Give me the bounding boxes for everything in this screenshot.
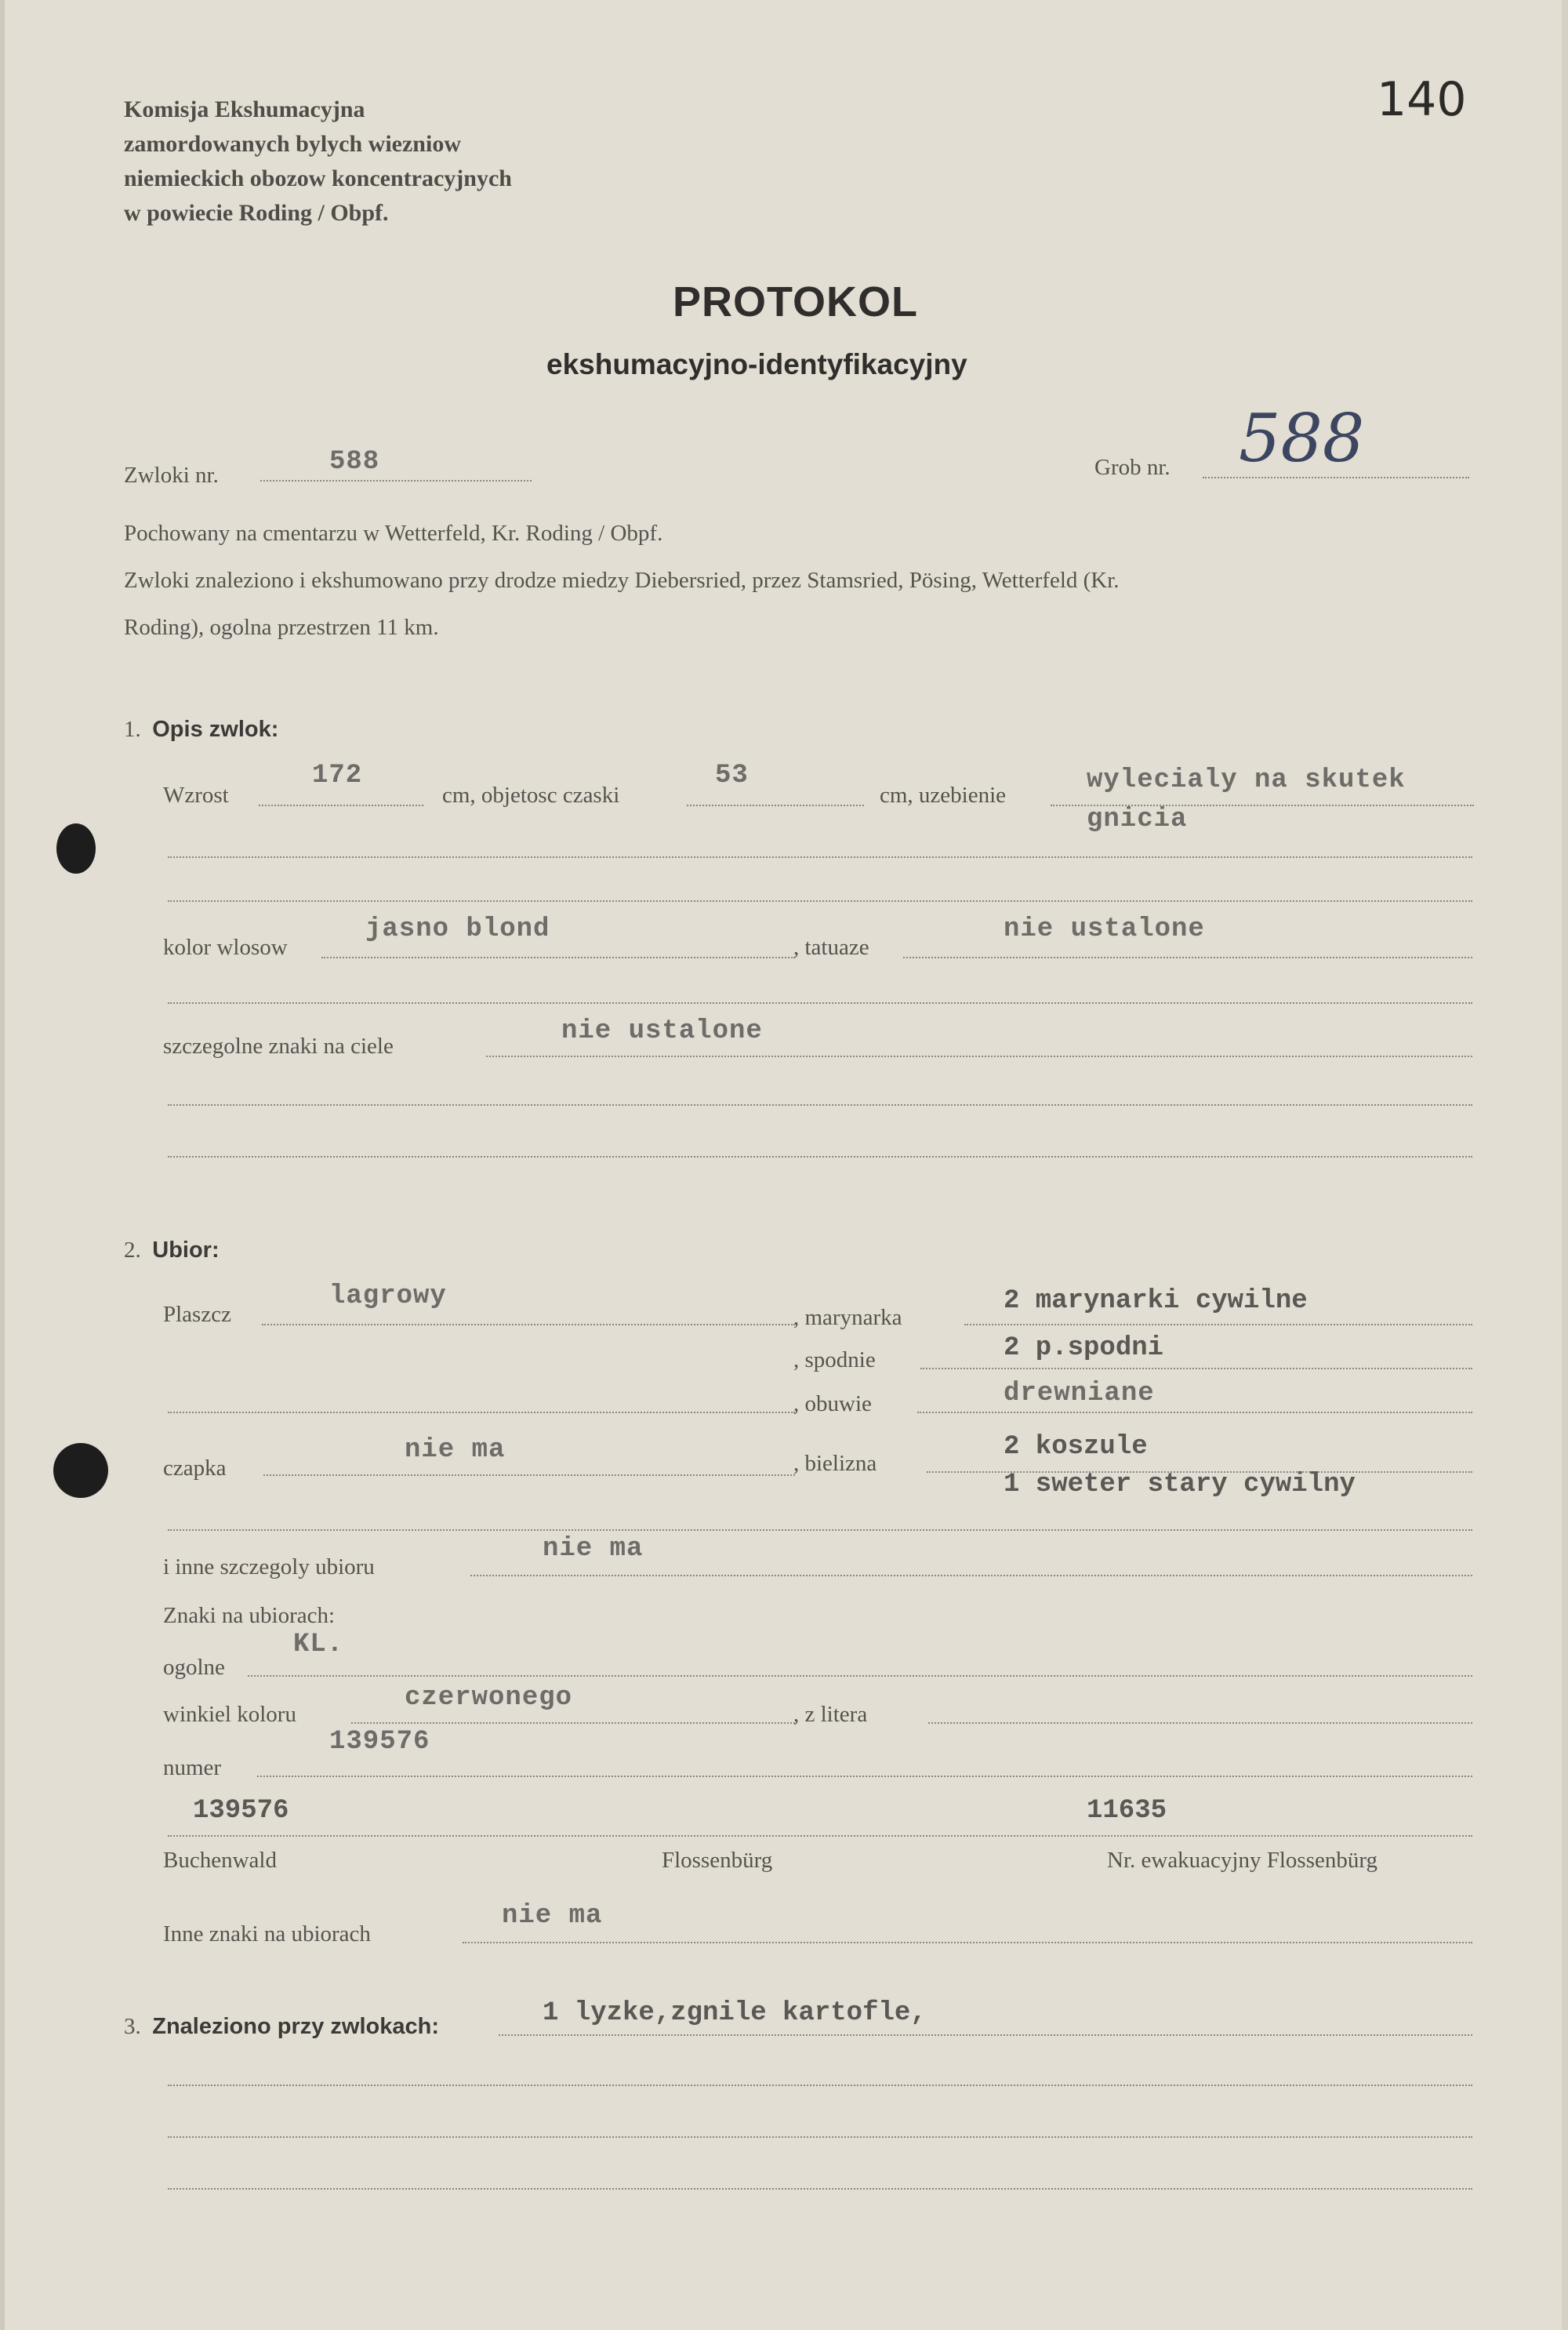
section-3-value: 1 lyzke,zgnile kartofle,	[543, 1998, 927, 2028]
section-1-blank-line-5	[168, 1156, 1472, 1158]
bielizna-value-2: 1 sweter stary cywilny	[1004, 1470, 1356, 1499]
czapka-label: czapka	[163, 1456, 227, 1481]
section-3-heading	[124, 2014, 439, 2040]
zwloki-value: 588	[329, 447, 380, 477]
spodnie-value: 2 p.spodni	[1004, 1333, 1164, 1363]
punch-hole-top	[56, 823, 96, 874]
inne-znaki-label: Inne znaki na ubiorach	[163, 1921, 371, 1947]
wzrost-line	[259, 805, 423, 806]
section-1-heading	[124, 717, 278, 743]
section-2-heading	[124, 1238, 220, 1263]
tattoo-label: , tatuaze	[793, 935, 869, 960]
numer-line	[257, 1776, 1472, 1777]
ogolne-label: ogolne	[163, 1655, 225, 1680]
camp-numbers-line	[168, 1835, 1472, 1837]
marks-label: szczegolne znaki na ciele	[163, 1034, 394, 1059]
tattoo-line	[903, 957, 1472, 958]
uzebienie-value-1: wylecialy na skutek	[1087, 765, 1406, 795]
winkiel-value: czerwonego	[405, 1683, 573, 1713]
marynarka-label: , marynarka	[793, 1305, 902, 1330]
czapka-value: nie ma	[405, 1435, 506, 1465]
section-1-blank-line-4	[168, 1104, 1472, 1106]
burial-line-2: Zwloki znaleziono i ekshumowano przy drodze miedzy Diebersried, przez Stamsried, Pösing, Wetterfeld (Kr.	[124, 568, 1120, 593]
zwloki-line	[260, 480, 532, 482]
ogolne-value: KL.	[293, 1630, 344, 1659]
marks-value: nie ustalone	[561, 1016, 763, 1046]
marks-line	[486, 1056, 1472, 1057]
hair-line	[321, 957, 795, 958]
inne-znaki-value: nie ma	[502, 1901, 603, 1931]
evac-number: 11635	[1087, 1796, 1167, 1826]
czaska-label: cm, objetosc czaski	[442, 783, 620, 808]
section-3-line-4	[168, 2188, 1472, 2190]
inne-szczegoly-value: nie ma	[543, 1534, 644, 1564]
hair-value: jasno blond	[365, 914, 550, 944]
litera-line	[928, 1722, 1472, 1724]
hair-label: kolor wlosow	[163, 935, 288, 960]
inne-znaki-line	[463, 1942, 1472, 1943]
section-2-blank-line-2	[168, 1529, 1472, 1531]
uzebienie-label: cm, uzebienie	[880, 783, 1007, 808]
section-1-blank-line-2	[168, 900, 1472, 902]
page-right-edge	[1562, 0, 1568, 2330]
obuwie-line	[917, 1412, 1472, 1413]
commission-line-2: zamordowanych bylych wiezniow	[124, 131, 461, 157]
ogolne-line	[248, 1675, 1472, 1677]
winkiel-label: winkiel koloru	[163, 1702, 296, 1727]
plaszcz-value: lagrowy	[329, 1281, 447, 1311]
marynarka-value: 2 marynarki cywilne	[1004, 1286, 1308, 1316]
czaska-value: 53	[715, 761, 749, 791]
document-title: PROTOKOL	[673, 278, 919, 325]
plaszcz-label: Plaszcz	[163, 1302, 231, 1327]
obuwie-value: drewniane	[1004, 1379, 1155, 1409]
grob-line	[1203, 477, 1469, 478]
plaszcz-line	[262, 1324, 795, 1325]
bielizna-value-1: 2 koszule	[1004, 1432, 1148, 1462]
section-3-title: Znaleziono przy zwlokach:	[152, 2014, 440, 2039]
burial-line-3: Roding), ogolna przestrzen 11 km.	[124, 615, 439, 640]
uzebienie-value-2: gnicia	[1087, 805, 1188, 834]
page-number: 140	[1377, 72, 1467, 127]
spodnie-label: , spodnie	[793, 1347, 876, 1372]
czapka-line	[263, 1474, 795, 1476]
evac-label: Nr. ewakuacyjny Flossenbürg	[1107, 1848, 1377, 1873]
obuwie-label: , obuwie	[793, 1391, 872, 1416]
inne-szczegoly-line	[470, 1575, 1472, 1576]
commission-line-4: w powiecie Roding / Obpf.	[124, 200, 389, 226]
znaki-label: Znaki na ubiorach:	[163, 1603, 336, 1628]
section-1-title: Opis zwlok:	[152, 717, 279, 742]
grob-value-handwritten: 588	[1239, 400, 1365, 477]
spodnie-line	[920, 1368, 1472, 1369]
section-3-line-2	[168, 2085, 1472, 2086]
buchenwald-label: Buchenwald	[163, 1848, 277, 1873]
buchenwald-number: 139576	[193, 1796, 289, 1826]
grob-label: Grob nr.	[1094, 455, 1171, 480]
section-1-number: 1.	[124, 717, 141, 742]
zwloki-label: Zwloki nr.	[124, 463, 219, 488]
commission-line-1: Komisja Ekshumacyjna	[124, 96, 365, 122]
page-left-edge	[0, 0, 5, 2330]
czaska-line	[687, 805, 864, 806]
numer-label: numer	[163, 1755, 222, 1780]
winkiel-line	[351, 1722, 795, 1724]
bielizna-label: , bielizna	[793, 1451, 877, 1476]
section-2-number: 2.	[124, 1238, 141, 1263]
marynarka-line	[964, 1324, 1472, 1325]
section-2-blank-line-1	[168, 1412, 795, 1413]
section-1-blank-line-3	[168, 1002, 1472, 1004]
section-3-line-3	[168, 2136, 1472, 2138]
section-1-blank-line-1	[168, 856, 1472, 858]
numer-value: 139576	[329, 1727, 430, 1757]
flossenburg-label: Flossenbürg	[662, 1848, 773, 1873]
wzrost-label: Wzrost	[163, 783, 229, 808]
tattoo-value: nie ustalone	[1004, 914, 1205, 944]
section-2-title: Ubior:	[152, 1238, 220, 1263]
burial-line-1: Pochowany na cmentarzu w Wetterfeld, Kr. Roding / Obpf.	[124, 521, 663, 546]
inne-szczegoly-label: i inne szczegoly ubioru	[163, 1554, 375, 1579]
section-3-number: 3.	[124, 2014, 141, 2039]
litera-label: , z litera	[793, 1702, 868, 1727]
wzrost-value: 172	[312, 761, 363, 791]
punch-hole-bottom	[53, 1443, 108, 1498]
document-subtitle: ekshumacyjno-identyfikacyjny	[546, 348, 967, 380]
commission-line-3: niemieckich obozow koncentracyjnych	[124, 165, 512, 191]
section-3-line-1	[499, 2034, 1472, 2036]
